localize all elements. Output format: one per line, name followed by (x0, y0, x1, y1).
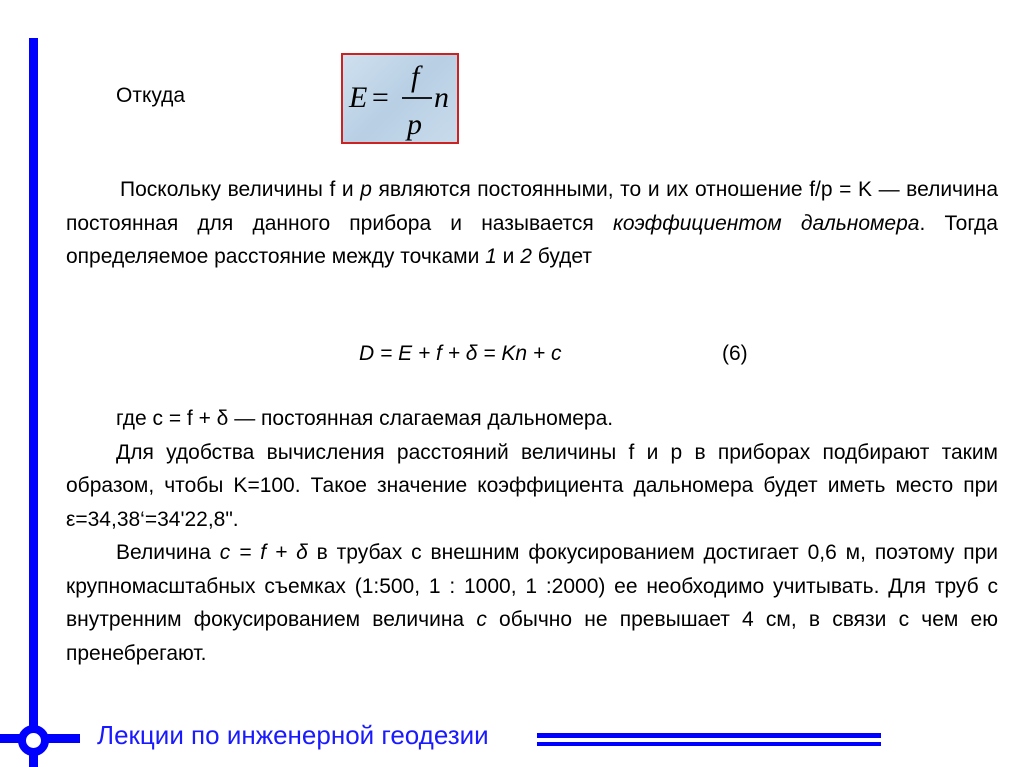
paragraph-focusing: Величина c = f + δ в трубах с внешним фокусированием достигает 0,6 м, поэтому при крупномасштабных съемках (1:500, 1 : 1000, 1 :2000) ее необходимо учитывать. Для труб с внутренним фокусированием величина с обычно не превышает 4 см, в связи с чем ею пренебрегают. (66, 541, 998, 665)
otkuda-label: Откуда (116, 84, 186, 107)
formula-denominator: p (407, 108, 422, 141)
formula-box (341, 53, 459, 144)
paragraph-k100: Для удобства вычисления расстояний величины f и p в приборах подбирают таким образом, чтобы K=100. Такое значение коэффициента дальномера будет иметь место при ε=34,38‘=34'22,8". (66, 440, 998, 531)
equation-6: D = E + f + δ = Kn + c (359, 342, 562, 365)
equation-6-number: (6) (722, 342, 748, 365)
formula-eq: = (370, 81, 391, 114)
paragraph-1: Поскольку величины f и p являются постоянными, то и их отношение f/p = K — величина постоянная для данного прибора и называется коэффициентом дальномера. Тогда определяемое расстояние между точками 1 и 2 будет (66, 178, 999, 268)
paragraph-2 (66, 402, 998, 670)
footer-rule-bottom (537, 742, 881, 746)
formula-numerator: f (411, 60, 420, 93)
ring-icon (18, 725, 49, 756)
formula-factor: n (434, 81, 449, 114)
constant-definition-line: где с = f + δ — постоянная слагаемая дальномера. (116, 407, 614, 430)
left-vertical-rule (29, 38, 38, 729)
footer-rule-top (537, 733, 881, 738)
footer-course-title: Лекции по инженерной геодезии (97, 720, 489, 750)
formula-svg (343, 55, 457, 142)
formula-lhs: E (349, 81, 368, 114)
